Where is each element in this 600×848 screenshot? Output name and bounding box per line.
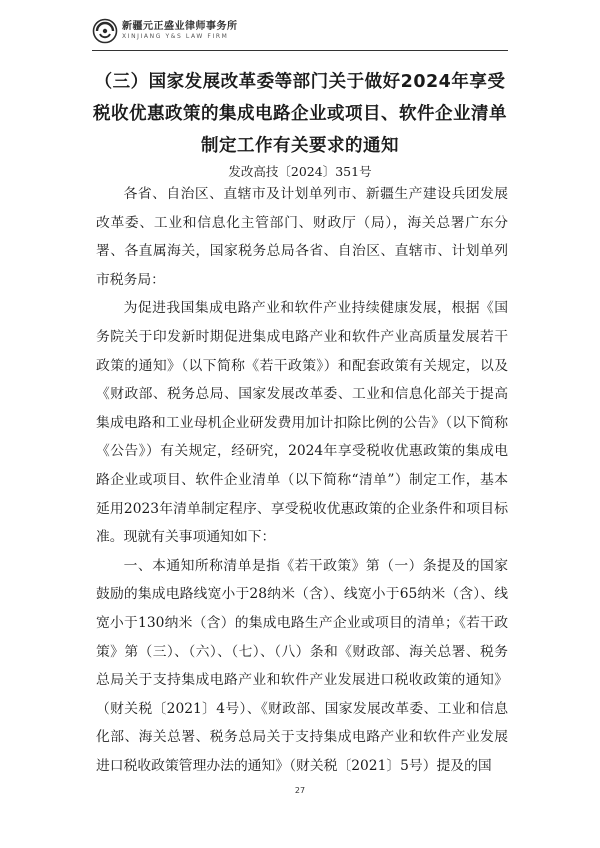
body-paragraph: 为促进我国集成电路产业和软件产业持续健康发展，根据《国务院关于印发新时期促进集成电路产业和软件产业高质量发展若干政策的通知》（以下简称《若干政策》）和配套政策有关规定，以及《财政部、税务总局、国家发展改革委、工业和信息化部关于提高集成电路和工业母机企业研发费用加计扣除比例的公告》（以下简称《公告》）有关规定，经研究，2024年享受税收优惠政策的集成电路企业或项目、软件企业清单（以下简称“清单”）制定工作，基本延用2023年清单制定程序、享受税收优惠政策的企业条件和项目标准。现就有关事项通知如下： xyxy=(96,300,508,546)
body-paragraph: 一、本通知所称清单是指《若干政策》第（一）条提及的国家鼓励的集成电路线宽小于28纳米（含）、线宽小于65纳米（含）、线宽小于130纳米（含）的集成电路生产企业或项目的清单；《若干政策》第（三）、（六）、（七）、（八）条和《财政部、海关总署、税务总局关于支持集成电路产业和软件产业发展进口税收政策的通知》（财关税〔2021〕4号）、《财政部、国家发展改革委、工业和信息化部、海关总署、税务总局关于支持集成电路产业和软件产业发展进口税收政策管理办法的通知》（财关税〔2021〕5号）提及的国 xyxy=(96,557,508,774)
letterhead xyxy=(92,18,238,44)
firm-name-en: XINJIANG Y&S LAW FIRM xyxy=(122,33,229,40)
document-body xyxy=(96,180,508,780)
document-title: （三）国家发展改革委等部门关于做好2024年享受税收优惠政策的集成电路企业或项目、软件企业清单制定工作有关要求的通知 xyxy=(93,72,507,156)
firm-name xyxy=(122,21,238,41)
firm-logo-icon xyxy=(92,18,118,44)
header-divider xyxy=(92,50,508,51)
page-number: 27 xyxy=(294,786,306,795)
document-number: 发改高技〔2024〕351号 xyxy=(228,164,372,179)
addressees: 各省、自治区、直辖市及计划单列市、新疆生产建设兵团发展改革委、工业和信息化主管部门、财政厅（局），海关总署广东分署、各直属海关，国家税务总局各省、自治区、直辖市、计划单列市税务局： xyxy=(96,186,508,288)
firm-name-cn: 新疆元正盛业律师事务所 xyxy=(122,21,238,32)
